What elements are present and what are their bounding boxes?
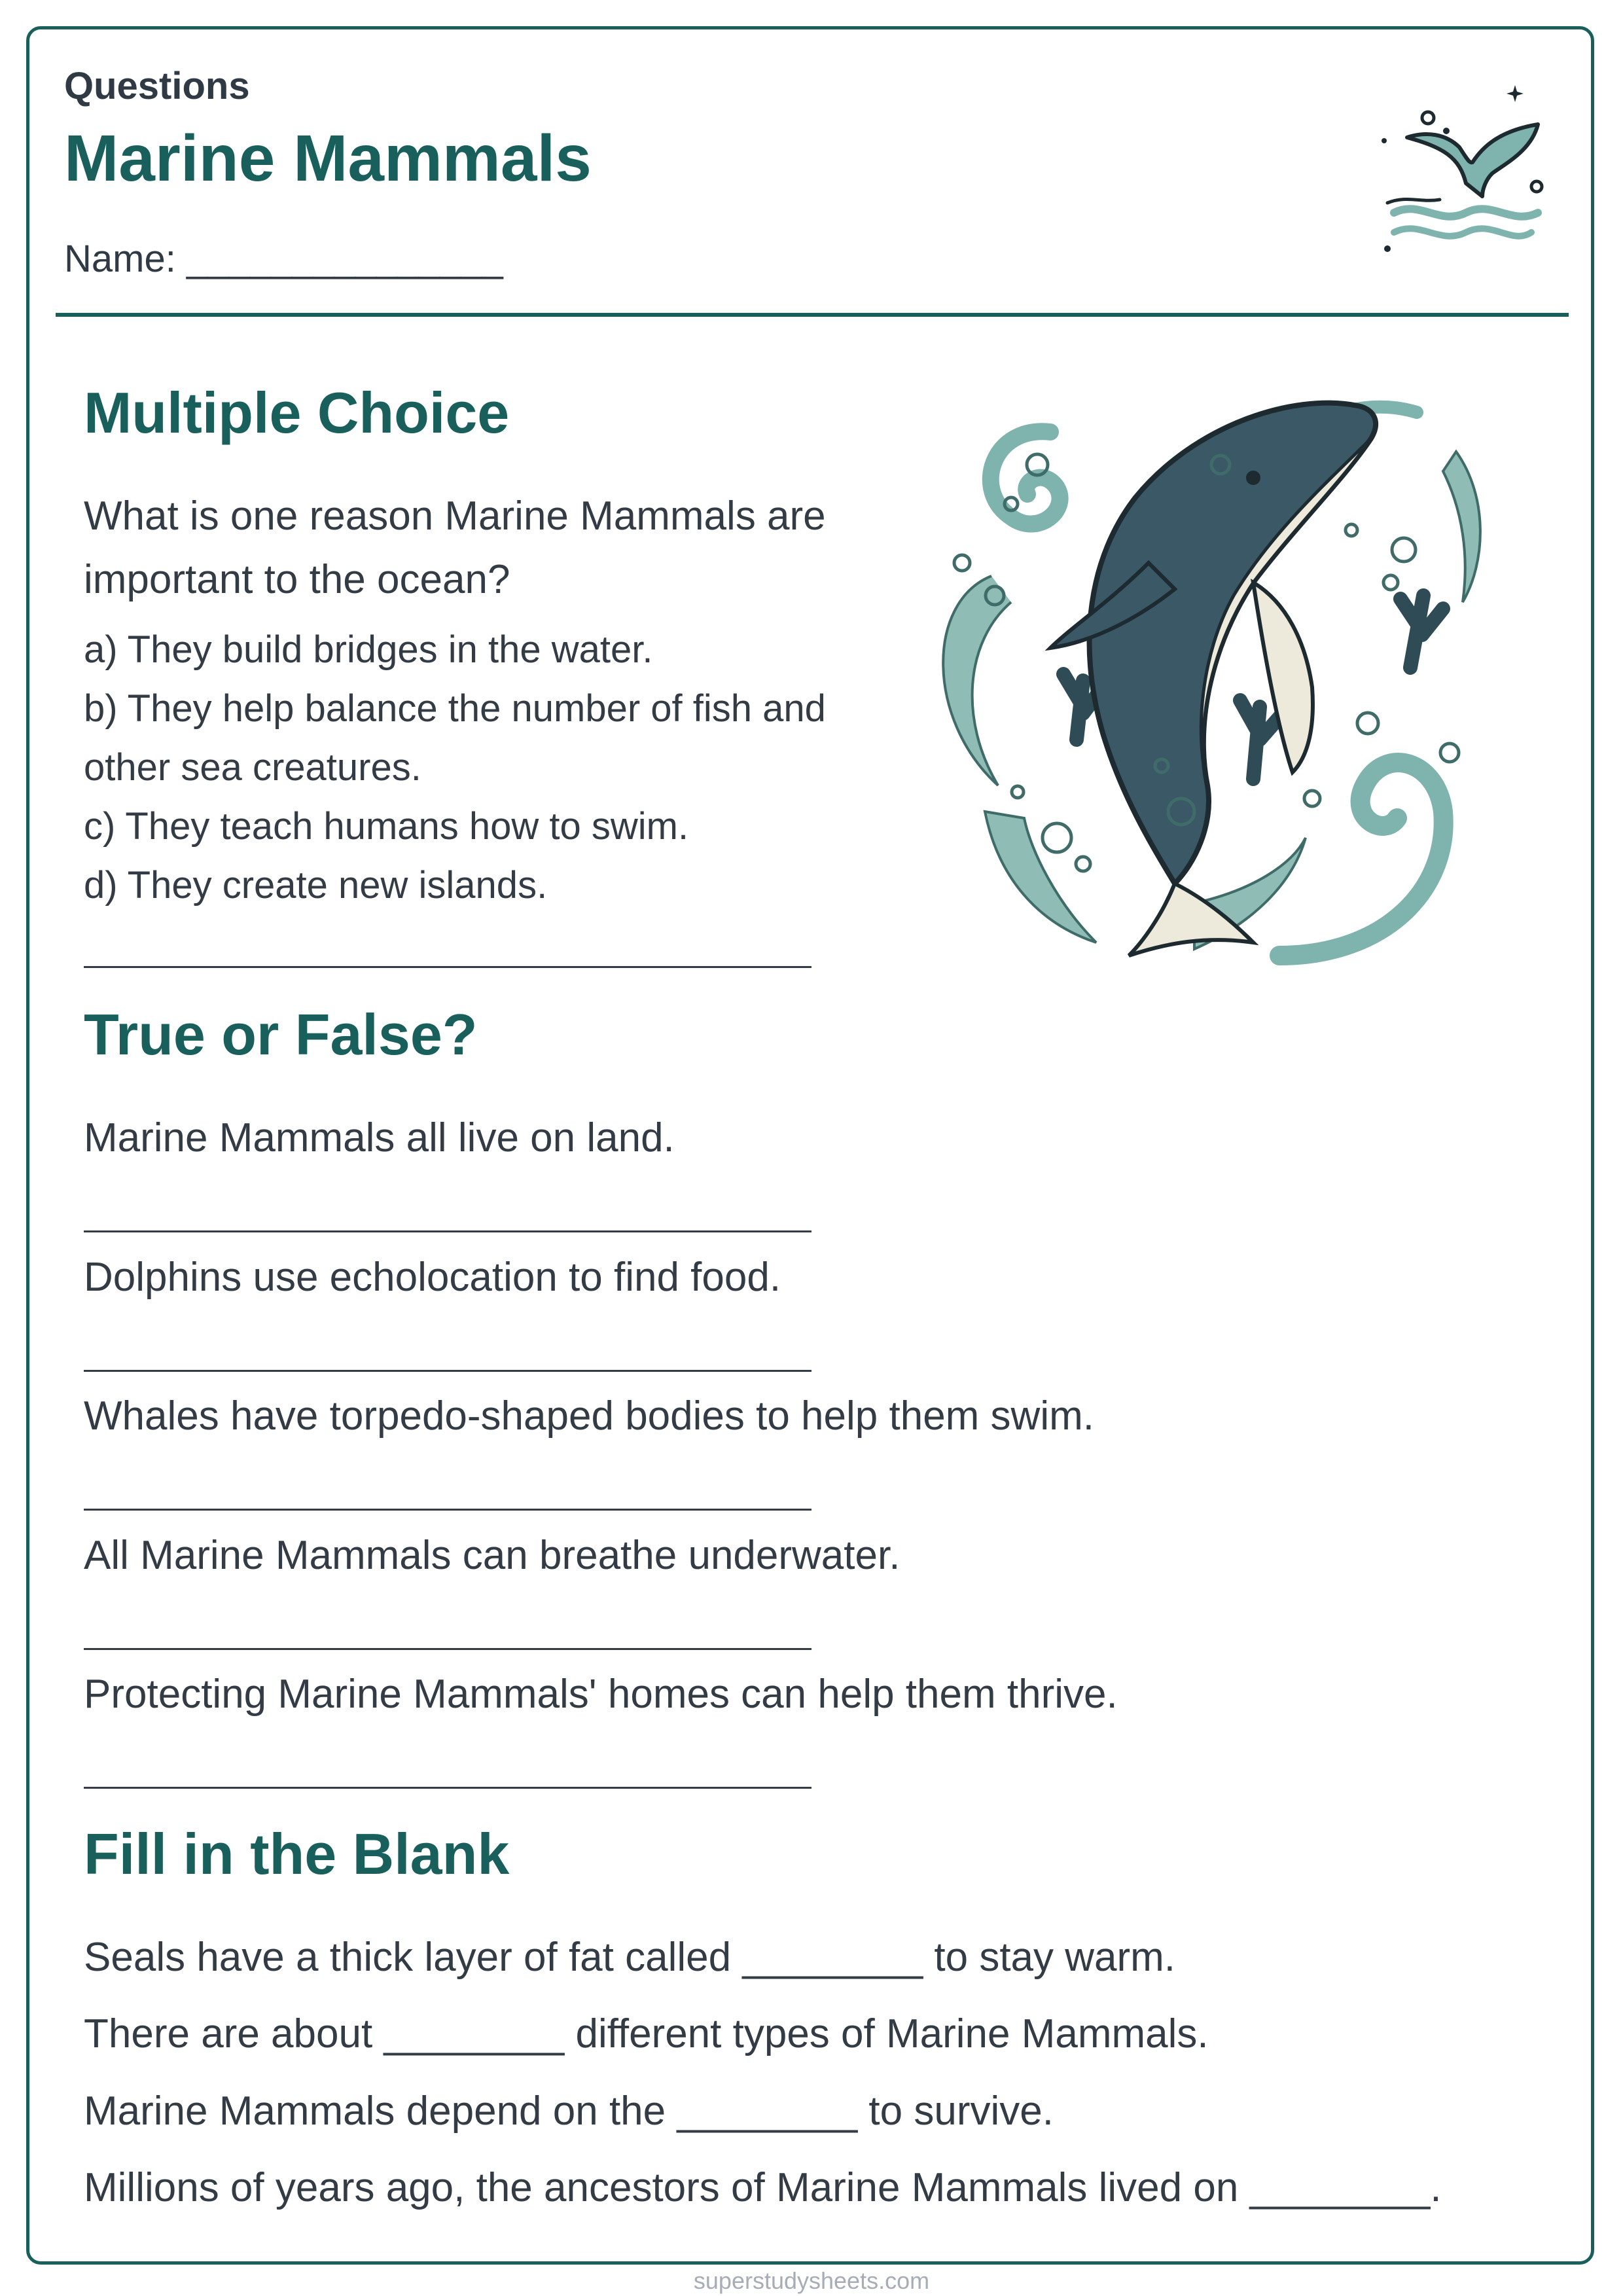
mc-question-line2: important to the ocean? — [84, 557, 510, 602]
mc-question-line1: What is one reason Marine Mammals are — [84, 493, 826, 539]
fib-sentence-1[interactable]: Seals have a thick layer of fat called ________ to stay warm. — [84, 1935, 1176, 1980]
tf-statement-1: Marine Mammals all live on land. — [84, 1115, 675, 1160]
section-heading-fill-blank: Fill in the Blank — [84, 1821, 510, 1886]
tf-answer-line-2[interactable] — [84, 1370, 812, 1372]
fib-sentence-2[interactable]: There are about ________ different types of Marine Mammals. — [84, 2011, 1209, 2056]
whale-tail-icon — [1368, 85, 1558, 255]
tf-statement-5: Protecting Marine Mammals' homes can help them thrive. — [84, 1672, 1118, 1717]
fib-sentence-4[interactable]: Millions of years ago, the ancestors of Marine Mammals lived on ________. — [84, 2165, 1442, 2210]
header-label: Questions — [64, 65, 250, 107]
fib-sentence-3[interactable]: Marine Mammals depend on the ________ to survive. — [84, 2089, 1054, 2134]
name-field[interactable]: Name: _______________ — [64, 238, 503, 280]
footer-website: superstudysheets.com — [693, 2267, 930, 2294]
mc-option-a: a) They build bridges in the water. — [84, 628, 653, 671]
mc-option-d: d) They create new islands. — [84, 864, 548, 906]
mc-option-c: c) They teach humans how to swim. — [84, 805, 689, 848]
tf-statement-3: Whales have torpedo-shaped bodies to help them swim. — [84, 1393, 1094, 1439]
tf-answer-line-4[interactable] — [84, 1648, 812, 1650]
tf-answer-line-3[interactable] — [84, 1509, 812, 1511]
mc-option-b: b) They help balance the number of fish and other sea creatures. — [84, 687, 826, 789]
tf-statement-4: All Marine Mammals can breathe underwater. — [84, 1533, 901, 1578]
tf-answer-line-5[interactable] — [84, 1787, 812, 1789]
humpback-whale-illustration — [887, 367, 1515, 995]
section-heading-multiple-choice: Multiple Choice — [84, 380, 510, 445]
section-heading-true-false: True or False? — [84, 1002, 478, 1067]
page-title: Marine Mammals — [64, 122, 592, 195]
mc-answer-line[interactable] — [84, 966, 812, 968]
header-divider — [56, 313, 1569, 317]
tf-answer-line-1[interactable] — [84, 1230, 812, 1232]
tf-statement-2: Dolphins use echolocation to find food. — [84, 1255, 781, 1300]
